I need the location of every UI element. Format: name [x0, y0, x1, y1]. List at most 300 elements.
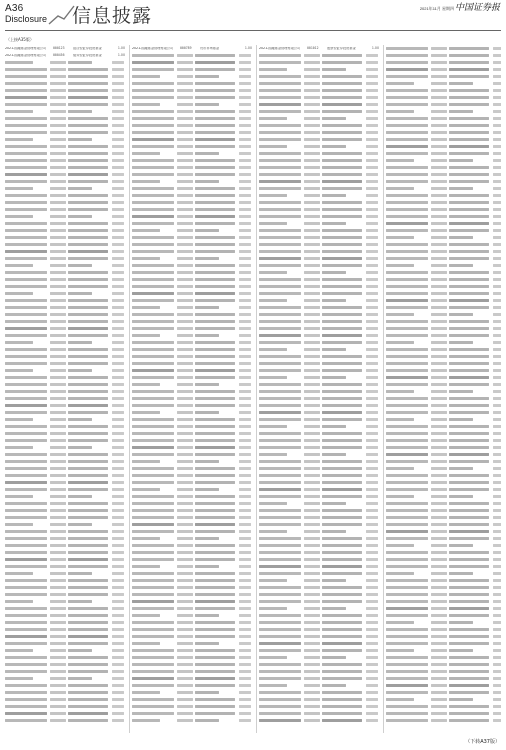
fund-code: 000123 [53, 45, 65, 50]
listing-line [132, 542, 253, 549]
listing-line [386, 367, 501, 374]
listing-line [132, 381, 253, 388]
listing-line [259, 416, 380, 423]
listing-line [386, 647, 501, 654]
listing-line [386, 325, 501, 332]
listing-line [132, 479, 253, 486]
listing-line [259, 241, 380, 248]
listing-line [5, 255, 126, 262]
listing-line [259, 213, 380, 220]
listing-line [386, 605, 501, 612]
listing-line [259, 619, 380, 626]
listing-line [132, 388, 253, 395]
listing-line [132, 493, 253, 500]
listing-line [259, 598, 380, 605]
listing-line [5, 269, 126, 276]
listing-line [259, 493, 380, 500]
listing-line [386, 661, 501, 668]
fund-company-name: 2021-国融基金管理有限公司 [5, 46, 47, 50]
listing-line [132, 591, 253, 598]
continued-to-label: （下转A37版） [465, 739, 500, 745]
listing-line [5, 318, 126, 325]
listing-line [5, 633, 126, 640]
listing-line [132, 451, 253, 458]
listing-line [5, 143, 126, 150]
listing-line [386, 199, 501, 206]
table-row [259, 45, 380, 52]
listing-line [386, 206, 501, 213]
listing-line [5, 717, 126, 724]
listing-line [132, 234, 253, 241]
listing-line [5, 563, 126, 570]
listing-line [259, 535, 380, 542]
listing-line [5, 360, 126, 367]
listing-line [5, 227, 126, 234]
fund-value: 1.00 [371, 45, 379, 50]
listing-line [5, 220, 126, 227]
listing-line [386, 451, 501, 458]
listing-line [386, 689, 501, 696]
listing-line [132, 178, 253, 185]
listing-line [5, 213, 126, 220]
listing-line [386, 73, 501, 80]
listing-line [132, 101, 253, 108]
listing-line [259, 682, 380, 689]
listing-line [5, 73, 126, 80]
listing-line [259, 234, 380, 241]
listing-line [132, 395, 253, 402]
listing-line [5, 311, 126, 318]
listing-line [386, 423, 501, 430]
listing-line [5, 339, 126, 346]
listing-line [132, 535, 253, 542]
listing-line [386, 143, 501, 150]
listing-line [5, 486, 126, 493]
listing-line [259, 87, 380, 94]
listing-line [132, 318, 253, 325]
listing-line [259, 612, 380, 619]
listing-line [132, 430, 253, 437]
listing-line [386, 626, 501, 633]
listing-line [132, 220, 253, 227]
listing-line [259, 591, 380, 598]
listing-line [5, 381, 126, 388]
listing-line [5, 493, 126, 500]
column-4 [386, 45, 501, 733]
listing-line [259, 444, 380, 451]
listing-line [386, 493, 501, 500]
listing-line [5, 367, 126, 374]
listing-line [259, 374, 380, 381]
listing-line [5, 430, 126, 437]
table-row [5, 52, 126, 59]
listing-line [386, 521, 501, 528]
listing-line [259, 577, 380, 584]
listing-line [259, 164, 380, 171]
listing-line [259, 661, 380, 668]
listing-line [259, 507, 380, 514]
listing-line [259, 143, 380, 150]
listing-line [132, 710, 253, 717]
listing-line [132, 311, 253, 318]
listing-line [132, 682, 253, 689]
listing-line [386, 486, 501, 493]
listing-line [386, 185, 501, 192]
listing-line [5, 514, 126, 521]
listing-line [132, 150, 253, 157]
listing-line [259, 59, 380, 66]
listing-line [132, 619, 253, 626]
listing-line [259, 423, 380, 430]
listing-line [259, 360, 380, 367]
listing-line [386, 220, 501, 227]
listing-line [386, 542, 501, 549]
column-divider [129, 45, 130, 733]
listing-line [5, 241, 126, 248]
listing-line [132, 458, 253, 465]
listing-line [386, 500, 501, 507]
listing-line [259, 304, 380, 311]
listing-line [132, 164, 253, 171]
listing-line [386, 458, 501, 465]
listing-line [386, 479, 501, 486]
listing-line [132, 633, 253, 640]
listing-line [5, 206, 126, 213]
listing-line [132, 675, 253, 682]
section-title: 信息披露 [72, 5, 153, 27]
listing-line [5, 374, 126, 381]
listing-line [259, 192, 380, 199]
listing-line [132, 157, 253, 164]
listing-line [386, 528, 501, 535]
listing-line [5, 542, 126, 549]
listing-line [5, 689, 126, 696]
listing-line [386, 563, 501, 570]
listing-line [5, 87, 126, 94]
listing-line [386, 129, 501, 136]
listing-line [386, 262, 501, 269]
listing-line [259, 465, 380, 472]
listing-line [259, 297, 380, 304]
listing-line [132, 507, 253, 514]
fund-value: 1.00 [117, 52, 125, 57]
listing-line [259, 283, 380, 290]
listing-line [132, 59, 253, 66]
listing-line [386, 283, 501, 290]
listing-line [132, 185, 253, 192]
listing-line [259, 101, 380, 108]
listing-line [5, 290, 126, 297]
listing-line [5, 500, 126, 507]
listing-line [5, 248, 126, 255]
listing-line [386, 150, 501, 157]
listing-line [386, 465, 501, 472]
listing-line [132, 584, 253, 591]
listing-line [259, 486, 380, 493]
listing-line [5, 437, 126, 444]
listing-line [259, 717, 380, 724]
listing-line [132, 143, 253, 150]
listing-line [386, 430, 501, 437]
listing-line [386, 717, 501, 724]
listing-line [132, 269, 253, 276]
listing-line [259, 556, 380, 563]
listing-line [386, 507, 501, 514]
listing-line [5, 234, 126, 241]
listing-line [386, 255, 501, 262]
listing-line [386, 472, 501, 479]
listing-line [259, 206, 380, 213]
listing-line [259, 185, 380, 192]
listing-line [132, 276, 253, 283]
listing-line [259, 430, 380, 437]
listing-line [132, 696, 253, 703]
listing-line [5, 395, 126, 402]
listing-line [5, 199, 126, 206]
listing-line [132, 52, 253, 59]
listing-line [386, 682, 501, 689]
listing-line [132, 556, 253, 563]
listing-line [132, 262, 253, 269]
listing-line [386, 654, 501, 661]
fund-company-name: 2021-国融基金管理有限公司 [5, 53, 47, 57]
listing-line [5, 66, 126, 73]
header-rule [5, 30, 501, 31]
listing-line [259, 710, 380, 717]
listing-line [5, 304, 126, 311]
listing-line [259, 675, 380, 682]
fund-category: 货币市场基金 [200, 46, 220, 50]
listing-line [5, 710, 126, 717]
listing-line [386, 402, 501, 409]
listing-line [259, 668, 380, 675]
listing-line [386, 213, 501, 220]
listing-line [259, 584, 380, 591]
listing-line [132, 437, 253, 444]
listing-line [132, 416, 253, 423]
column-3 [259, 45, 380, 733]
listing-line [132, 654, 253, 661]
listing-line [5, 388, 126, 395]
listing-line [132, 80, 253, 87]
listing-line [5, 696, 126, 703]
listing-line [132, 472, 253, 479]
listing-line [5, 423, 126, 430]
listing-line [132, 129, 253, 136]
listing-line [5, 591, 126, 598]
listing-line [259, 129, 380, 136]
listing-line [259, 248, 380, 255]
listing-line [386, 304, 501, 311]
listing-line [5, 521, 126, 528]
listing-line [386, 591, 501, 598]
column-divider [383, 45, 384, 733]
listing-line [386, 332, 501, 339]
listing-line [259, 255, 380, 262]
listing-line [5, 164, 126, 171]
fund-code: 001012 [307, 45, 319, 50]
listing-line [5, 458, 126, 465]
listing-line [259, 332, 380, 339]
listing-line [132, 402, 253, 409]
listing-line [5, 101, 126, 108]
listing-line [5, 80, 126, 87]
listing-line [386, 311, 501, 318]
listing-line [259, 157, 380, 164]
fund-company-name: 2021-国融基金管理有限公司 [132, 46, 174, 50]
listing-line [132, 640, 253, 647]
listing-line [386, 171, 501, 178]
listing-line [259, 521, 380, 528]
listing-line [259, 276, 380, 283]
listing-line [259, 626, 380, 633]
listing-line [259, 325, 380, 332]
listing-line [386, 297, 501, 304]
listing-line [259, 115, 380, 122]
listing-line [132, 241, 253, 248]
listing-line [259, 381, 380, 388]
announcement-columns [5, 45, 501, 733]
listing-line [132, 717, 253, 724]
listing-line [386, 444, 501, 451]
listing-line [259, 136, 380, 143]
listing-line [132, 689, 253, 696]
listing-line [5, 409, 126, 416]
listing-line [386, 52, 501, 59]
listing-line [259, 346, 380, 353]
listing-line [5, 703, 126, 710]
listing-line [259, 367, 380, 374]
listing-line [132, 122, 253, 129]
listing-line [386, 66, 501, 73]
listing-line [259, 402, 380, 409]
listing-line [132, 661, 253, 668]
table-row [5, 45, 126, 52]
listing-line [5, 353, 126, 360]
listing-line [259, 696, 380, 703]
listing-line [386, 101, 501, 108]
listing-line [132, 290, 253, 297]
issue-date: 2021年11月 星期四 [419, 6, 454, 11]
listing-line [386, 675, 501, 682]
listing-line [132, 171, 253, 178]
listing-line [386, 115, 501, 122]
listing-line [132, 668, 253, 675]
listing-line [5, 549, 126, 556]
listing-line [259, 500, 380, 507]
listing-line [132, 115, 253, 122]
listing-line [132, 66, 253, 73]
listing-line [259, 66, 380, 73]
listing-line [386, 381, 501, 388]
listing-line [259, 269, 380, 276]
listing-line [386, 269, 501, 276]
listing-line [386, 584, 501, 591]
listing-line [386, 696, 501, 703]
listing-line [386, 290, 501, 297]
listing-line [386, 122, 501, 129]
listing-line [132, 248, 253, 255]
listing-line [386, 598, 501, 605]
listing-line [386, 80, 501, 87]
listing-line [132, 227, 253, 234]
listing-line [5, 535, 126, 542]
listing-line [132, 213, 253, 220]
listing-line [5, 136, 126, 143]
listing-line [386, 388, 501, 395]
continued-from-label: （上接A35版） [6, 37, 34, 42]
listing-line [386, 227, 501, 234]
listing-line [386, 339, 501, 346]
listing-line [132, 444, 253, 451]
listing-line [132, 486, 253, 493]
listing-line [386, 556, 501, 563]
listing-line [132, 528, 253, 535]
listing-line [259, 395, 380, 402]
listing-line [132, 598, 253, 605]
listing-line [5, 297, 126, 304]
listing-line [5, 556, 126, 563]
column-1 [5, 45, 126, 733]
listing-line [259, 528, 380, 535]
listing-line [132, 409, 253, 416]
listing-line [132, 108, 253, 115]
listing-line [259, 122, 380, 129]
listing-line [5, 682, 126, 689]
listing-line [5, 444, 126, 451]
listing-line [259, 479, 380, 486]
listing-line [132, 612, 253, 619]
listing-line [259, 654, 380, 661]
listing-line [5, 528, 126, 535]
listing-line [259, 178, 380, 185]
listing-line [386, 395, 501, 402]
listing-line [259, 94, 380, 101]
listing-line [386, 549, 501, 556]
listing-line [5, 507, 126, 514]
listing-line [386, 59, 501, 66]
listing-line [5, 647, 126, 654]
masthead [0, 0, 506, 34]
fund-code: 000456 [53, 52, 65, 57]
listing-line [386, 192, 501, 199]
fund-category: 股票型证券投资基金 [327, 46, 356, 50]
listing-line [386, 416, 501, 423]
listing-line [386, 164, 501, 171]
fund-value: 1.00 [244, 45, 252, 50]
fund-company-name: 2021-国融基金管理有限公司 [259, 46, 301, 50]
listing-line [386, 570, 501, 577]
listing-line [5, 94, 126, 101]
listing-line [259, 311, 380, 318]
listing-line [259, 633, 380, 640]
listing-line [259, 549, 380, 556]
listing-line [259, 262, 380, 269]
listing-line [259, 80, 380, 87]
listing-line [386, 45, 501, 52]
listing-line [259, 150, 380, 157]
fund-category: 债券型证券投资基金 [73, 53, 102, 57]
listing-line [259, 451, 380, 458]
table-row [132, 45, 253, 52]
listing-line [5, 283, 126, 290]
listing-line [132, 87, 253, 94]
listing-line [259, 563, 380, 570]
listing-line [132, 73, 253, 80]
listing-line [5, 59, 126, 66]
listing-line [132, 577, 253, 584]
column-divider [256, 45, 257, 733]
